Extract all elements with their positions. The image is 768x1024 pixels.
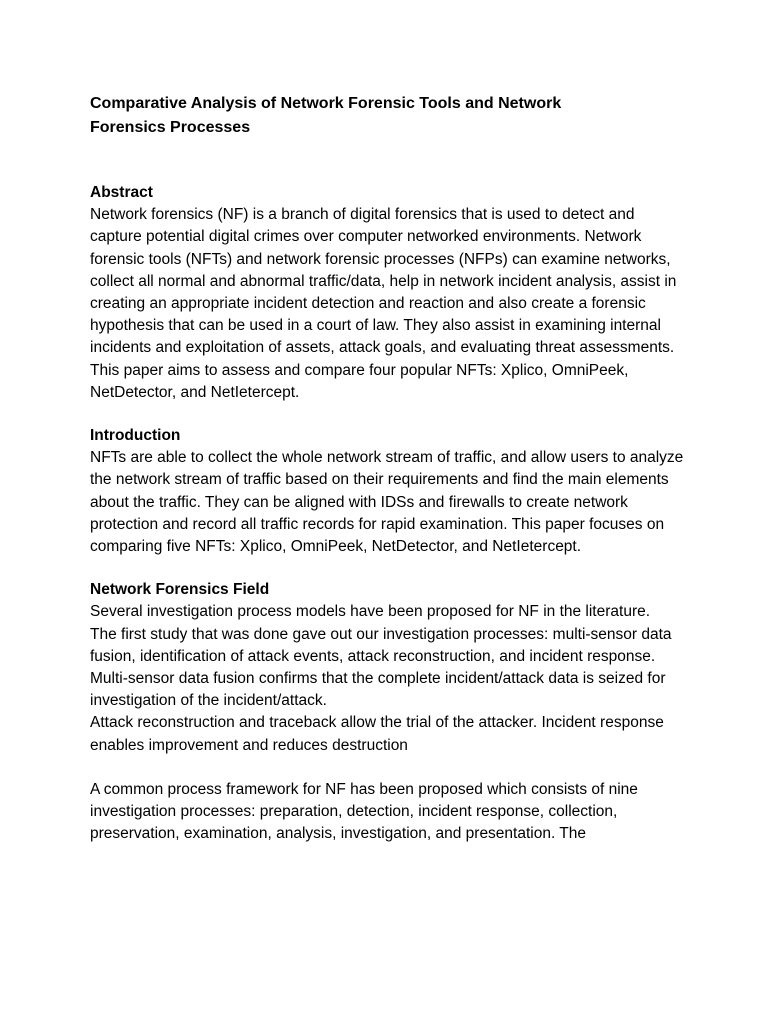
document-title-line-2: Forensics Processes bbox=[90, 119, 251, 136]
document-title bbox=[90, 92, 690, 140]
abstract-body: Network forensics (NF) is a branch of digital forensics that is used to detect and capture potential digital crimes over computer networked environments. Network forensic tools (NFTs) and network forensic processes (NFPs) can examine networks, collect all normal and abnormal traffic/data, help in network incident analysis, assist in creating an appropriate incident detection and reaction and also create a forensic hypothesis that can be used in a court of law. They also assist in examining internal incidents and exploitation of assets, attack goals, and evaluating threat assessments. This paper aims to assess and compare four popular NFTs: Xplico, OmniPeek, NetDetector, and NetIetercept. bbox=[90, 206, 677, 401]
introduction-body: NFTs are able to collect the whole network stream of traffic, and allow users to analyze the network stream of traffic based on their requirements and find the main elements about the traffic. They can be aligned with IDSs and firewalls to create network protection and record all traffic records for rapid examination. This paper focuses on comparing five NFTs: Xplico, OmniPeek, NetDetector, and NetIetercept. bbox=[90, 449, 684, 556]
document-page bbox=[90, 92, 690, 845]
document-title-line-1: Comparative Analysis of Network Forensic Tools and Network bbox=[90, 95, 562, 112]
network-forensics-field-heading: Network Forensics Field bbox=[90, 581, 270, 599]
introduction-heading: Introduction bbox=[90, 427, 181, 445]
nf-field-paragraph-3: Attack reconstruction and traceback allow the trial of the attacker. Incident response enables improvement and reduces destruction bbox=[90, 714, 664, 754]
nf-field-paragraph-1: Several investigation process models have been proposed for NF in the literature. bbox=[90, 603, 651, 621]
abstract-section bbox=[90, 182, 690, 404]
introduction-section bbox=[90, 425, 690, 558]
nf-field-paragraph-2: The first study that was done gave out our investigation processes: multi-sensor data fusion, identification of attack events, attack reconstruction, and incident response. Multi-sensor data fusion confirms that the complete incident/attack data is seized for investigation of the incident/attack. bbox=[90, 625, 672, 710]
nf-field-paragraph-4: A common process framework for NF has been proposed which consists of nine investigation processes: preparation, detection, incident response, collection, preservation, examination, analysis, investigation, and presentation. The bbox=[90, 780, 638, 843]
network-forensics-field-section bbox=[90, 579, 690, 845]
abstract-heading: Abstract bbox=[90, 184, 153, 201]
